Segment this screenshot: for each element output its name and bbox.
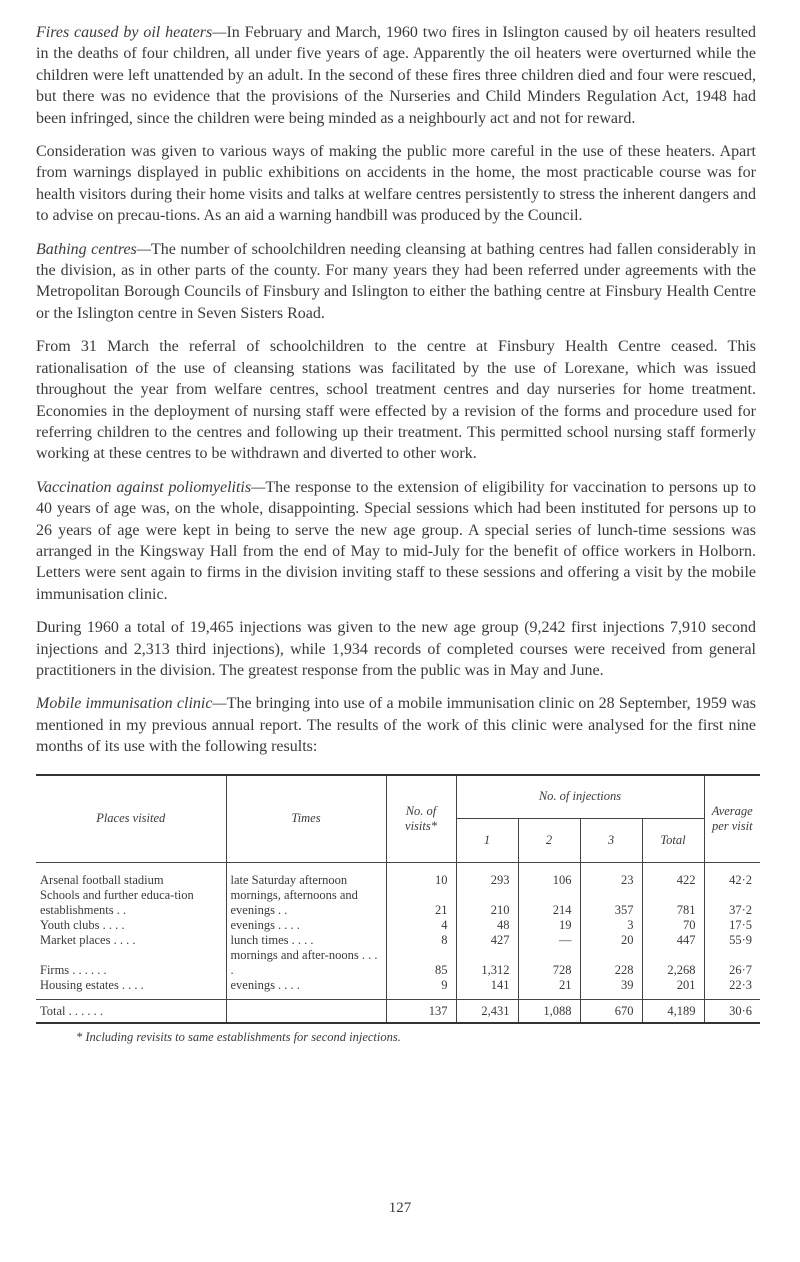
header-injection-total: Total (642, 819, 704, 863)
cell-times: lunch times . . . . (226, 933, 386, 948)
paragraph (36, 617, 756, 681)
header-places: Places visited (36, 775, 226, 863)
paragraph (36, 477, 756, 605)
paragraph-text: From 31 March the referral of schoolchildren to the centre at Finsbury Health Centre ceased. This rationalisation of the use of cleansing stations was facilitated by the use of Lorexane, which was issued throughout the year from welfare centres, school treatment centres and day nurseries for home treatment. Economies in the deployment of nursing staff were effected by a revision of the forms and procedure used for referring children to the centres and following up their treatment. This permitted school nursing staff formerly working at these centres to be withdrawn and diverted to other work. (36, 338, 756, 463)
cell-place: Housing estates . . . . (40, 977, 144, 992)
cell-total-total: 4,189 (642, 999, 704, 1023)
page-content (36, 22, 756, 1045)
table-row (36, 888, 760, 918)
immunisation-results-table (36, 774, 760, 1024)
header-visits: No. of visits* (386, 775, 456, 863)
cell-inj1: 141 (456, 978, 518, 1000)
cell-visits: 4 (386, 918, 456, 933)
cell-place: Youth clubs . . . . (40, 917, 125, 932)
cell-total: 781 (642, 888, 704, 918)
cell-total: 201 (642, 978, 704, 1000)
cell-visits: 8 (386, 933, 456, 948)
table-total-row (36, 999, 760, 1023)
cell-average: 26·7 (704, 948, 760, 978)
cell-total-inj2: 1,088 (518, 999, 580, 1023)
cell-inj3: 23 (580, 862, 642, 888)
cell-total-inj1: 2,431 (456, 999, 518, 1023)
cell-inj3: 20 (580, 933, 642, 948)
cell-visits: 21 (386, 888, 456, 918)
cell-inj2: 21 (518, 978, 580, 1000)
paragraph-text: Consideration was given to various ways of making the public more careful in the use of these heaters. Apart from warnings displayed in public exhibitions on accidents in the home, the most practicable course was for health visitors during their home visits and talks at welfare centres persistently to stress the inherent dangers and to advise on precau-tions. As an aid a warning handbill was produced by the Council. (36, 143, 756, 225)
cell-total-average: 30·6 (704, 999, 760, 1023)
table-footnote: * Including revisits to same establishments for second injections. (76, 1029, 401, 1044)
paragraph-lead: Vaccination against poliomyelitis— (36, 478, 266, 496)
paragraph-text: The bringing into use of a mobile immunisation clinic on 28 September, 1959 was mentioned in my previous annual report. The results of the work of this clinic were analysed for the first nine months of its use with the following results: (36, 695, 757, 756)
cell-inj1: 427 (456, 933, 518, 948)
cell-total: 70 (642, 918, 704, 933)
body-text (36, 22, 756, 758)
cell-place: Firms . . . . . . (40, 962, 107, 977)
cell-average: 17·5 (704, 918, 760, 933)
paragraph (36, 693, 756, 757)
cell-inj1: 1,312 (456, 948, 518, 978)
header-times: Times (226, 775, 386, 863)
cell-total-times (226, 999, 386, 1023)
cell-total: 2,268 (642, 948, 704, 978)
cell-inj1: 293 (456, 862, 518, 888)
cell-average: 42·2 (704, 862, 760, 888)
paragraph (36, 141, 756, 227)
cell-inj1: 48 (456, 918, 518, 933)
cell-inj3: 228 (580, 948, 642, 978)
cell-inj1: 210 (456, 888, 518, 918)
page-number: 127 (388, 1200, 412, 1216)
cell-total-visits: 137 (386, 999, 456, 1023)
paragraph-text: The response to the extension of eligibility for vaccination to persons up to 40 years of age was, on the whole, disappointing. Special sessions which had been instituted for persons up to 26 years of age were kept in being to serve the new age group. A special series of lunch-time sessions was arranged in the Kingsway Hall from the end of May to mid-July for the benefit of office workers in Holborn. Letters were sent again to firms in the division inviting staff to these sessions and offering a visit by the mobile immunisation clinic. (36, 478, 757, 603)
cell-inj2: 106 (518, 862, 580, 888)
cell-place: Schools and further educa-tion establishments . . (40, 887, 194, 917)
cell-inj3: 39 (580, 978, 642, 1000)
cell-total: 447 (642, 933, 704, 948)
paragraph-lead: Fires caused by oil heaters— (36, 24, 227, 41)
header-injection-3: 3 (580, 819, 642, 863)
header-injection-1: 1 (456, 819, 518, 863)
header-average: Average per visit (704, 775, 760, 863)
cell-inj3: 357 (580, 888, 642, 918)
cell-total: 422 (642, 862, 704, 888)
paragraph-lead: Mobile immunisation clinic— (36, 695, 227, 713)
cell-visits: 9 (386, 978, 456, 1000)
cell-total-inj3: 670 (580, 999, 642, 1023)
header-injection-2: 2 (518, 819, 580, 863)
cell-times: mornings, afternoons and evenings . . (226, 888, 386, 918)
cell-average: 55·9 (704, 933, 760, 948)
cell-total-label: Total . . . . . . (36, 999, 226, 1023)
cell-times: late Saturday afternoon (226, 862, 386, 888)
table-row (36, 933, 760, 948)
cell-visits: 10 (386, 862, 456, 888)
cell-times: mornings and after-noons . . . . (226, 948, 386, 978)
cell-place: Market places . . . . (40, 932, 136, 947)
cell-inj3: 3 (580, 918, 642, 933)
cell-place: Arsenal football stadium (40, 872, 164, 887)
cell-inj2: — (518, 933, 580, 948)
cell-average: 22·3 (704, 978, 760, 1000)
paragraph-lead: Bathing centres— (36, 240, 152, 258)
table-row (36, 948, 760, 978)
paragraph-text: The number of schoolchildren needing cleansing at bathing centres had fallen considerably in the division, as in other parts of the county. For many years they had been referred under agreements with the Metropolitan Borough Councils of Finsbury and Islington to either the bathing centre at Finsbury Health Centre or the Islington centre in Seven Sisters Road. (36, 240, 757, 322)
table-row (36, 862, 760, 888)
table-row (36, 978, 760, 1000)
paragraph (36, 22, 756, 129)
table-row (36, 918, 760, 933)
header-injections: No. of injections (456, 775, 704, 819)
paragraph-text: In February and March, 1960 two fires in Islington caused by oil heaters resulted in the deaths of four children, all under five years of age. Apparently the oil heaters were overturned while the children were left unattended by an adult. In the second of these fires three children died and four were rescued, but there was no evidence that the provisions of the Nurseries and Child Minders Regulation Act, 1948 had been infringed, since the children were being minded as a neighbourly act and not for reward. (36, 24, 756, 127)
cell-inj2: 19 (518, 918, 580, 933)
paragraph-text: During 1960 a total of 19,465 injections was given to the new age group (9,242 first injections 7,910 second injections and 2,313 third injections), while 1,934 records of completed courses were received from general practitioners in the division. The greatest response from the public was in May and June. (36, 619, 756, 679)
cell-inj2: 728 (518, 948, 580, 978)
cell-times: evenings . . . . (226, 918, 386, 933)
paragraph (36, 239, 756, 325)
cell-average: 37·2 (704, 888, 760, 918)
cell-visits: 85 (386, 948, 456, 978)
cell-inj2: 214 (518, 888, 580, 918)
cell-times: evenings . . . . (226, 978, 386, 1000)
paragraph (36, 336, 756, 464)
